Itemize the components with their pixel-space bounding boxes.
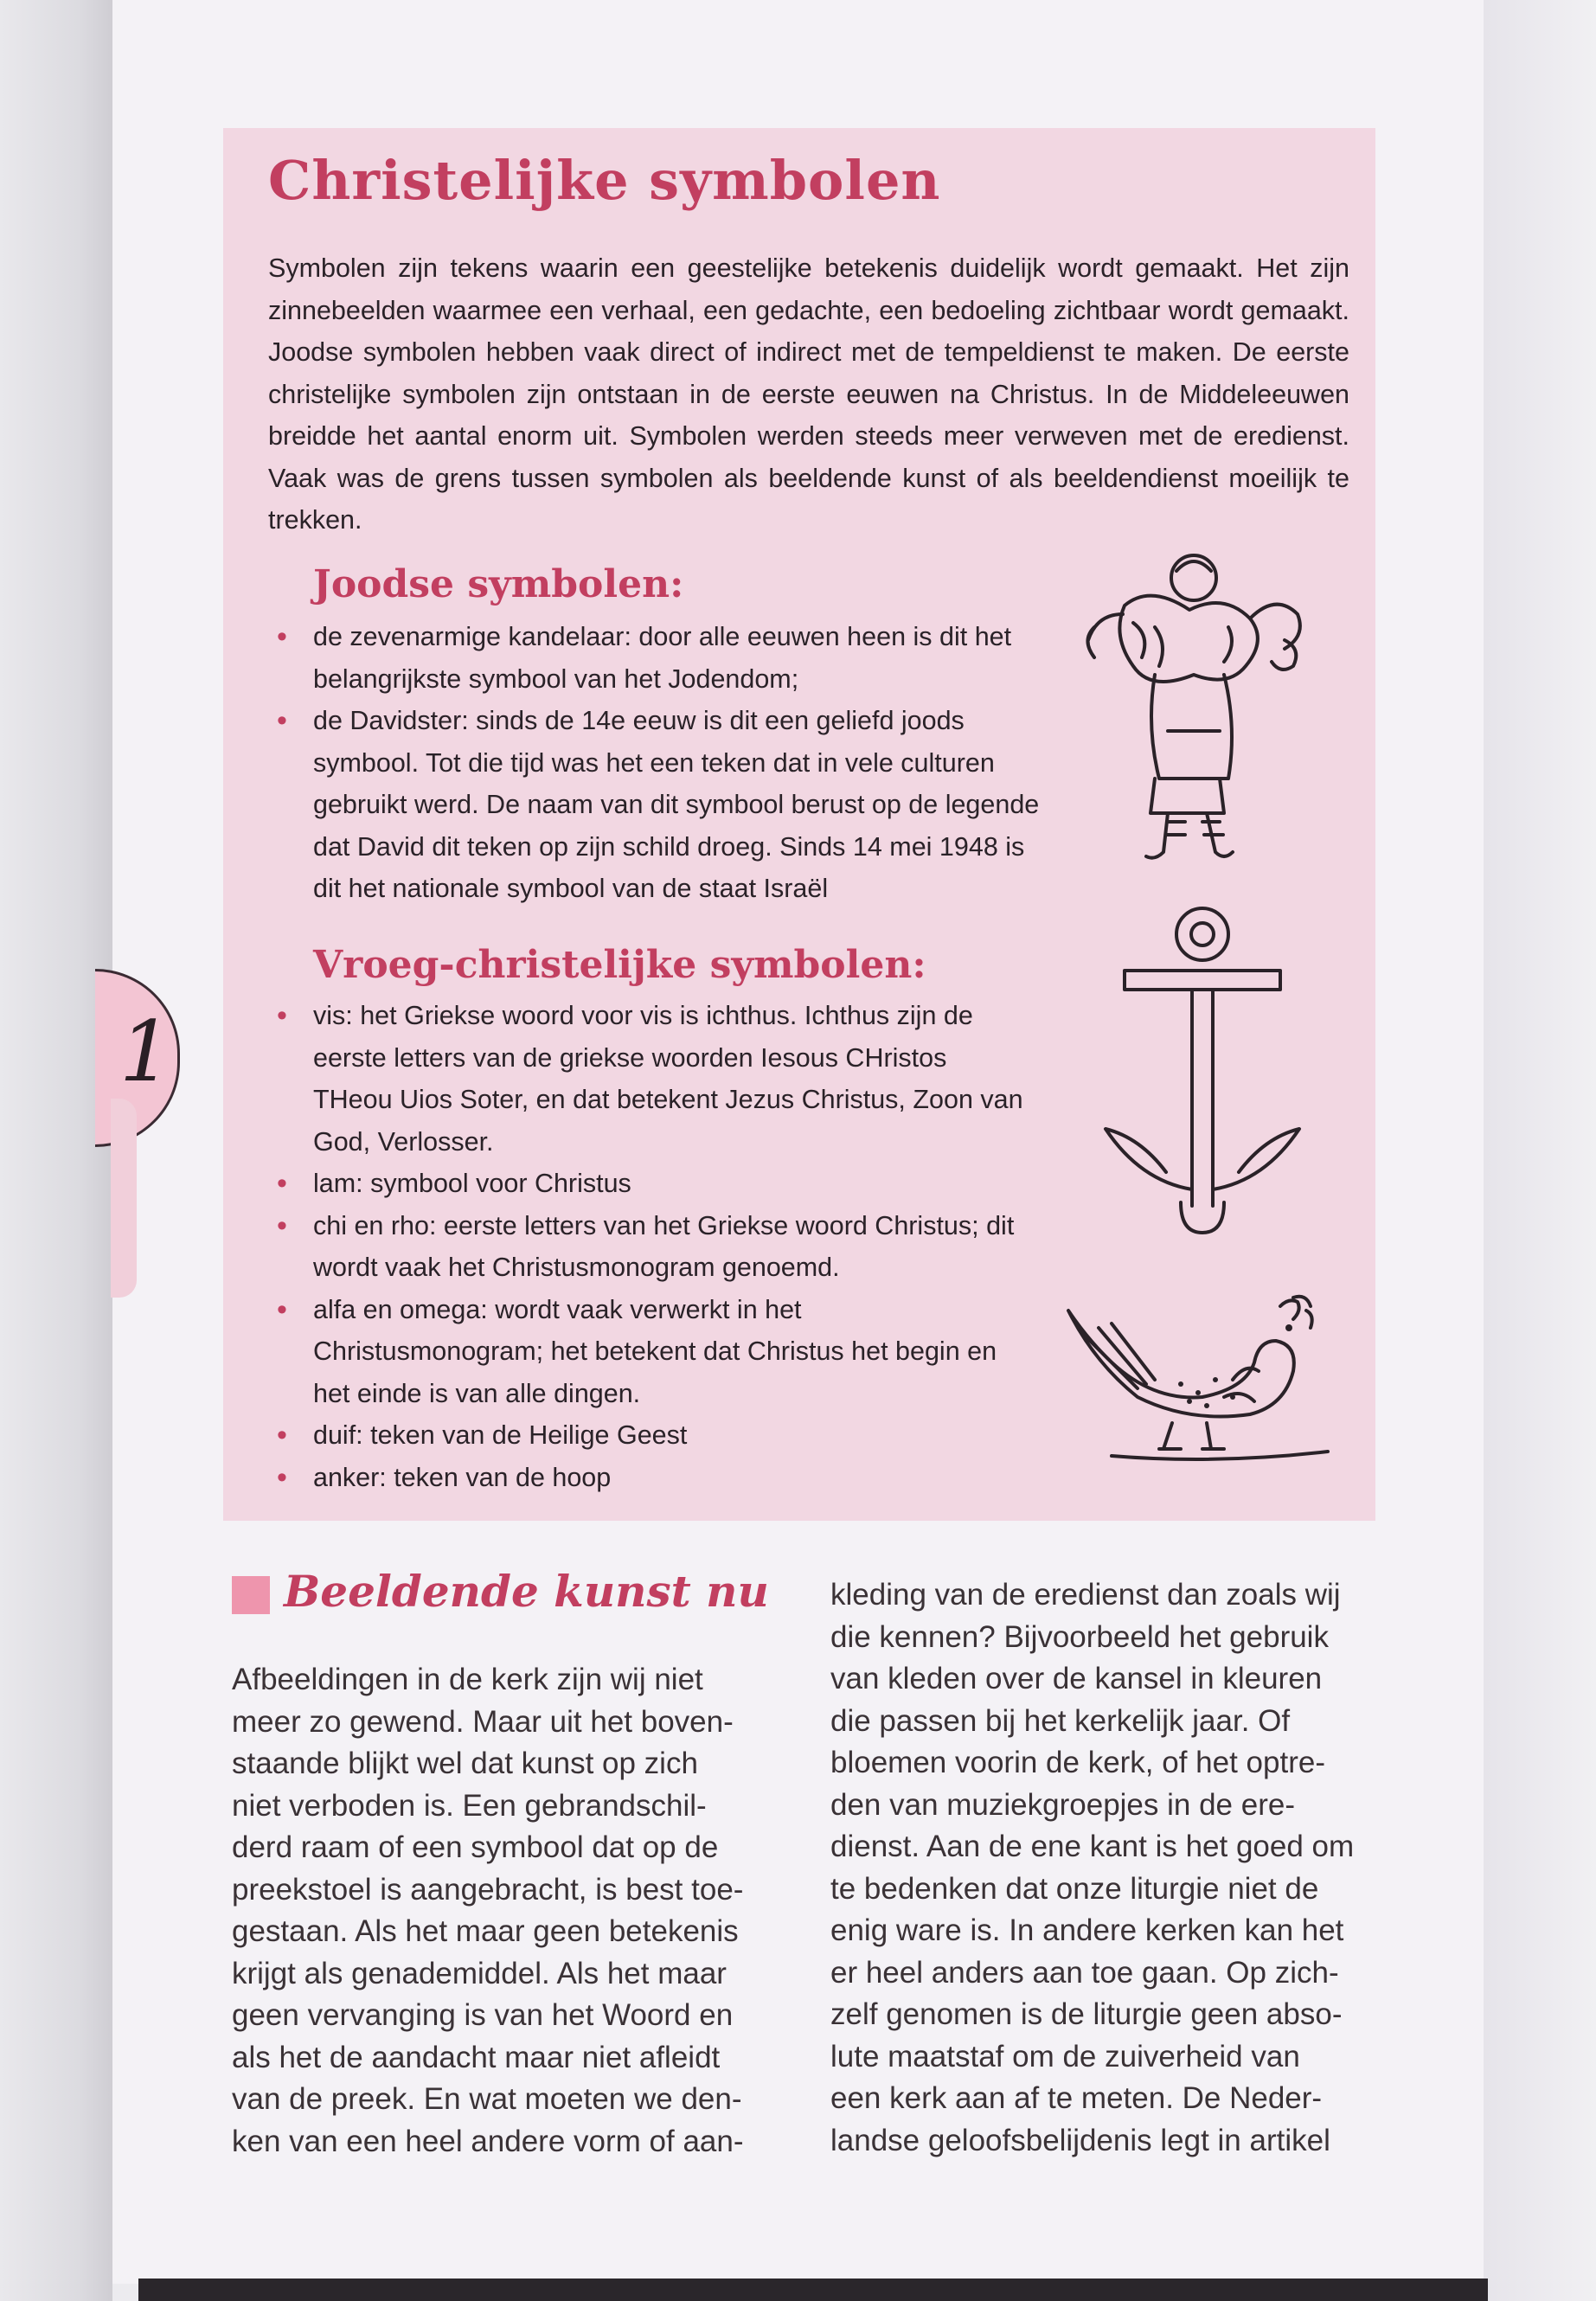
- box-title: Christelijke symbolen: [268, 149, 941, 212]
- jewish-symbols-list: [268, 616, 1047, 910]
- anchor-illustration: [1094, 904, 1311, 1250]
- bullet-icon: •: [277, 704, 287, 737]
- jewish-symbols-heading: Joodse symbolen:: [313, 562, 684, 606]
- chapter-tab-number: 1: [119, 1003, 173, 1100]
- list-item: • vis: het Griekse woord voor vis is ichthus. Ichthus zijn de eerste letters van de griekse woorden Iesous CHristos THeou Uios Soter, en dat betekent Jezus Christus, Zoon van God, Verlosser.: [268, 995, 1029, 1163]
- list-item: • de zevenarmige kandelaar: door alle eeuwen heen is dit het belangrijkste symbool van het Jodendom;: [268, 616, 1047, 700]
- page-gutter-right: [1484, 0, 1596, 2301]
- bullet-icon: •: [277, 1292, 287, 1326]
- body-column-left: Afbeeldingen in de kerk zijn wij niet meer zo gewend. Maar uit het boven- staande blijkt wel dat kunst op zich niet verboden is. Een gebrandschil- derd raam of een symbool dat op de preekstoel is aangebracht, is best toe- gestaan. Als het maar geen betekenis krijgt als genademiddel. Als het maar geen vervanging is van het Woord en als het de aandacht maar niet afleidt van de preek. En wat moeten we den- ken van een heel andere vorm of aan-: [232, 1663, 744, 2158]
- box-intro: Symbolen zijn tekens waarin een geestelijke betekenis duidelijk wordt gemaakt. Het zijn zinnebeelden waarmee een verhaal, een gedachte, een bedoeling zichtbaar wordt gemaakt. Joodse symbolen hebben vaak direct of indirect met de tempeldienst te maken. De eerste christelijke symbolen zijn ontstaan in de eerste eeuwen na Christus. In de Middeleeuwen breidde het aantal enorm uit. Symbolen werden steeds meer verweven met de eredienst. Vaak was de grens tussen symbolen als beeldende kunst of als beeldendienst moeilijk te trekken.: [268, 253, 1349, 535]
- early-christian-list: [268, 995, 1029, 1498]
- chapter-tab-strip: [111, 1099, 137, 1298]
- bullet-icon: •: [277, 620, 287, 653]
- bullet-icon: •: [277, 999, 287, 1032]
- body-column-right: kleding van de eredienst dan zoals wij die kennen? Bijvoorbeeld het gebruik van kleden over de kansel in kleuren die passen bij het kerkelijk jaar. Of bloemen voorin de kerk, of het optre- den van muziekgroepjes in de ere- dienst. Aan de ene kant is het goed om te bedenken dat onze liturgie niet de enig ware is. In andere kerken kan het er heel anders aan toe gaan. Op zich- zelf genomen is de liturgie geen abso- lute maatstaf om de zuiverheid van een kerk aan af te meten. De Neder- landse geloofsbelijdenis legt in artikel: [830, 1578, 1355, 2157]
- list-item: • alfa en omega: wordt vaak verwerkt in het Christusmonogram; het betekent dat Christus het begin en het einde is van alle dingen.: [268, 1289, 1029, 1415]
- bullet-icon: •: [277, 1460, 287, 1494]
- list-item: • chi en rho: eerste letters van het Griekse woord Christus; dit wordt vaak het Christusmonogram genoemd.: [268, 1205, 1029, 1289]
- page-bottom-edge: [138, 2279, 1488, 2301]
- list-item: • anker: teken van de hoop: [268, 1457, 1029, 1499]
- page-gutter-left: [0, 0, 112, 2301]
- section-title: Beeldende kunst nu: [284, 1566, 769, 1617]
- section-marker: [232, 1576, 270, 1614]
- list-item: • de Davidster: sinds de 14e eeuw is dit een geliefd joods symbool. Tot die tijd was het een teken dat in vele culturen gebruikt werd. De naam van dit symbool berust op de legende dat David dit teken op zijn schild droeg. Sinds 14 mei 1948 is dit het nationale symbool van de staat Israël: [268, 700, 1047, 910]
- list-item: • duif: teken van de Heilige Geest: [268, 1414, 1029, 1457]
- list-item: • lam: symbool voor Christus: [268, 1163, 1029, 1205]
- bullet-icon: •: [277, 1208, 287, 1242]
- shepherd-lamb-illustration: [1073, 545, 1306, 865]
- bullet-icon: •: [277, 1167, 287, 1200]
- dove-illustration: [1060, 1293, 1336, 1466]
- early-christian-heading: Vroeg-christelijke symbolen:: [313, 943, 926, 987]
- bullet-icon: •: [277, 1419, 287, 1452]
